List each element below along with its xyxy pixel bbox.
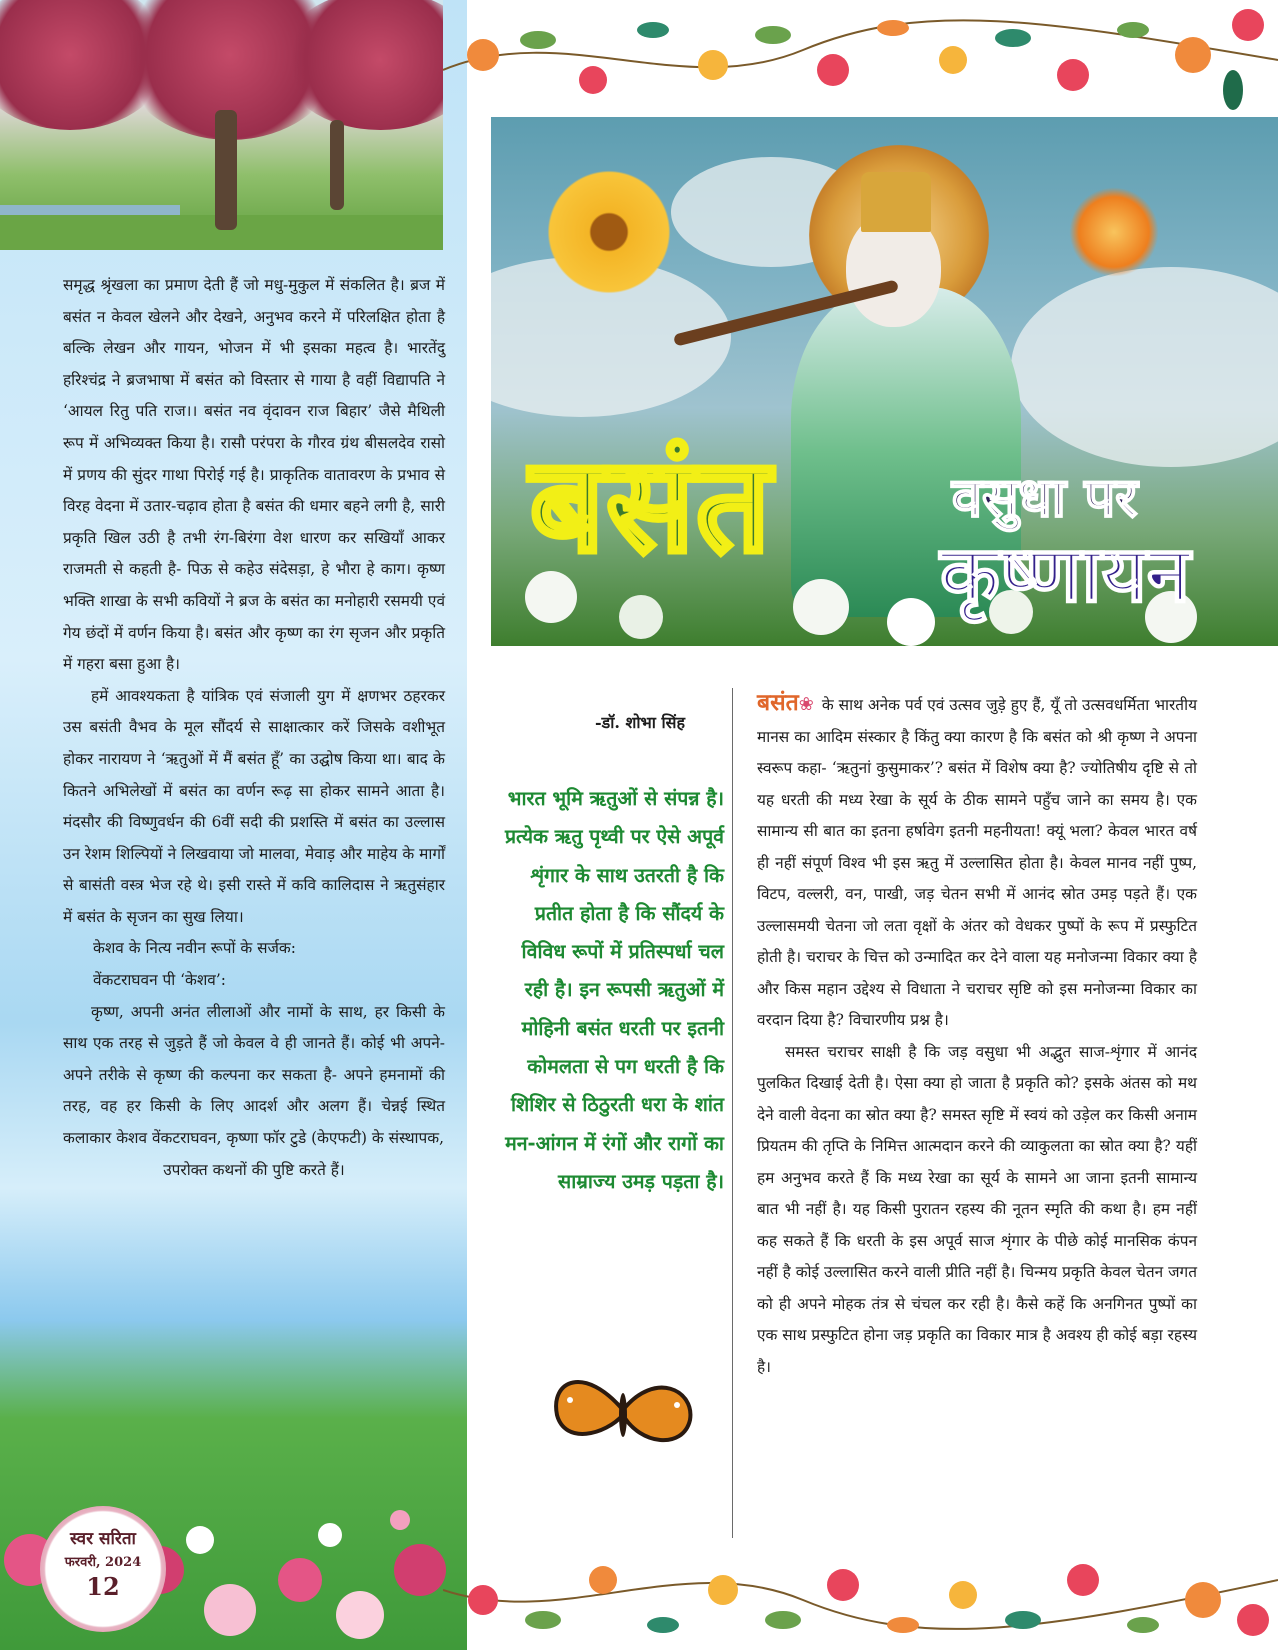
title-sub-1: वसुधा पर [952,466,1138,529]
column-divider [732,688,733,1538]
issue-date: फरवरी, 2024 [64,1555,142,1570]
right-paragraph-1-rest: किंतु क्या कारण है कि बसंत को श्री कृष्ण ने अपना स्वरूप कहा- ‘ऋतुनां कुसुमाकर’? बसंत में विशेष क्या है? ज्योतिषीय दृष्टि से तो यह धरती की मध्य रेखा के सूर्य के ठीक सामने पहुँच जाने का समय है। एक सामान्य सी बात का इतना हर्षावेग इतनी महनीयता! क्यूं भला? केवल भारत वर्ष ही नहीं संपूर्ण विश्व भी इस ऋतु में उल्लासित होता है। केवल मानव नहीं पुष्प, विटप, वल्लरी, वन, पाखी, जड़ चेतन सभी में आनंद स्रोत उमड़ पड़ते हैं। एक उल्लासमयी चेतना जो लता वृक्षों के अंतर को वेधकर पुष्पों के रूप में प्रस्फुटित होती है। चराचर के चित्त को उन्मादित कर देने वाला यह मनोजन्मा विकार क्या है और किस महान उद्देश्य से विधाता ने चराचर सृष्टि को इस मनोजन्मा विकार का वरदान दिया है? विचारणीय प्रश्न है। [757,727,1197,1029]
left-paragraph-2: हमें आवश्यकता है यांत्रिक एवं संजाली युग में क्षणभर ठहरकर उस बसंती वैभव के मूल सौंदर्य से साक्षात्कार करें जिसके वशीभूत होकर नारायण ने ‘ऋतुओं में मैं बसंत हूँ’ का उद्घोष किया था। बाद के कितने अभिलेखों में बसंत का वर्णन रूढ़ सा होकर सामने आता है। मंदसौर की विष्णुवर्धन की 6वीं सदी की प्रशस्ति में बसंत का उल्लास उन रेशम शिल्पियों ने लिखवाया जो मालवा, मेवाड़ और माहेय के मार्गों से बासंती वस्त्र भेज रहे थे। इसी रास्ते में कवि कालिदास ने ऋतुसंहार में बसंत के सृजन का सुख लिया। [63,686,445,926]
magazine-page-badge [40,1506,166,1632]
butterfly-icon [545,1360,700,1460]
floral-border-bottom [443,1540,1278,1650]
tulip-icon: ❀ [798,694,814,715]
right-article-text [757,688,1197,1383]
author-byline: -डॉ. शोभा सिंह [595,713,685,732]
tree-trunk [215,110,237,230]
left-closing-line: उपरोक्त कथनों की पुष्टि करते हैं। [163,1160,345,1179]
floral-border-top [443,0,1278,110]
drop-word-text: बसंत [757,690,799,716]
krishna-crown [861,172,931,232]
right-paragraph-1 [757,688,1197,1037]
drop-word [757,688,814,721]
left-paragraph-1: समृद्ध श्रृंखला का प्रमाण देती हैं जो मधु-मुकुल में संकलित है। ब्रज में बसंत न केवल खेलने और देखने, अनुभव करने में परिलक्षित होता है बल्कि लेखन और गायन, भोजन में भी इसका महत्व है। भारतेंदु हरिश्चंद्र ने ब्रजभाषा में बसंत को विस्तार से गाया है वहीं विद्यापति ने ‘आयल रितु पति राज।। बसंत नव वृंदावन राज बिहार’ जैसे मैथिली रूप में अभिव्यक्त किया है। रासौ परंपरा के गौरव ग्रंथ बीसलदेव रासो में प्रणय की सुंदर गाथा पिरोई गई है। प्राकृतिक वातावरण के प्रभाव से विरह वेदना में उतार-चढ़ाव होता है बसंत की धमार बहने लगी है, सारी प्रकृति खिल उठी है तभी रंग-बिरंगा वेश धारण कर सखियाँ आकर राजमती से कहती है- पिऊ से कहेउ संदेसड़ा, हे भौरा हे काग। कृष्ण भक्ति शाखा के सभी कवियों ने ब्रज के बसंत का मनोहारी रसमयी एवं गेय छंदों में वर्णन किया है। बसंत और कृष्ण का रंग सृजन और प्रकृति में गहरा बसा हुआ है। [63,276,445,674]
magazine-name: स्वर सरिता [70,1529,136,1549]
right-paragraph-1-lead: के साथ अनेक पर्व एवं उत्सव जुड़े हुए हैं, यूँ तो उत्सवधर्मिता भारतीय मानस का आदिम संस्कार है [757,696,1197,746]
pull-quote: भारत भूमि ऋतुओं से संपन्न है। प्रत्येक ऋतु पृथ्वी पर ऐसे अपूर्व शृंगार के साथ उतरती है कि प्रतीत होता है कि सौंदर्य के विविध रूपों में प्रतिस्पर्धा चल रही है। इन रूपसी ऋतुओं में मोहिनी बसंत धरती पर इतनी कोमलता से पग धरती है कि शिशिर से ठिठुरती धरा के शांत मन-आंगन में रंगों और रागों का साम्राज्य उमड़ पड़ता है। [504,787,724,1193]
blossom-tree-photo [0,0,443,250]
right-paragraph-2: समस्त चराचर साक्षी है कि जड़ वसुधा भी अद्भुत साज-शृंगार में आनंद पुलकित दिखाई देती है। ऐसा क्या हो जाता है प्रकृति को? इसके अंतस को मथ देने वाली वेदना का स्रोत क्या है? समस्त सृष्टि में स्वयं को उड़ेल कर किसी अनाम प्रियतम की तृप्ति के निमित्त आत्मदान करने की व्याकुलता का स्रोत क्या है? यहीं हम अनुभव करते हैं कि मध्य रेखा का सूर्य के सामने आ जाना इतनी सामान्य बात भी नहीं है। यह किसी पुरातन रहस्य की नूतन स्मृति की कथा है। हम नहीं कह सकते हैं कि धरती के इस अपूर्व साज शृंगार के पीछे कोई मानसिक कंपन नहीं है कोई उल्लासित करने वाली प्रीति नहीं है। चिन्मय प्रकृति केवल चेतन जगत को ही अपने मोहक तंत्र से चंचल कर रही है। कैसे कहें कि अनगिनत पुष्पों का एक साथ प्रस्फुटित होना जड़ प्रकृति का विकार मात्र है अवश्य ही कोई बड़ा रहस्य है। [757,1042,1197,1376]
subhead-1: केशव के नित्य नवीन रूपों के सर्जक: [93,939,296,958]
sunflower-icon [539,162,679,302]
page-number: 12 [86,1572,120,1601]
title-main: बसंत [530,429,773,581]
mist-cloud [1011,267,1278,467]
left-article-text [63,270,445,1186]
tree-trunk [330,120,344,210]
left-paragraph-3: कृष्ण, अपनी अनंत लीलाओं और नामों के साथ, हर किसी के साथ एक तरह से जुड़ते हैं जो केवल वे ही जानते हैं। कोई भी अपने-अपने तरीके से कृष्ण की कल्पना कर सकता है- अपने हमनामों की तरह, वह हर किसी के लिए आदर्श और अलग हैं। चेन्नई स्थित कलाकार केशव वेंकटराघवन, कृष्णा फॉर टुडे (केएफटी) के संस्थापक, [63,1002,445,1148]
subhead-2: वेंकटराघवन पी ‘केशव’: [93,971,226,990]
title-sub-2: कृष्णायन [940,530,1191,620]
